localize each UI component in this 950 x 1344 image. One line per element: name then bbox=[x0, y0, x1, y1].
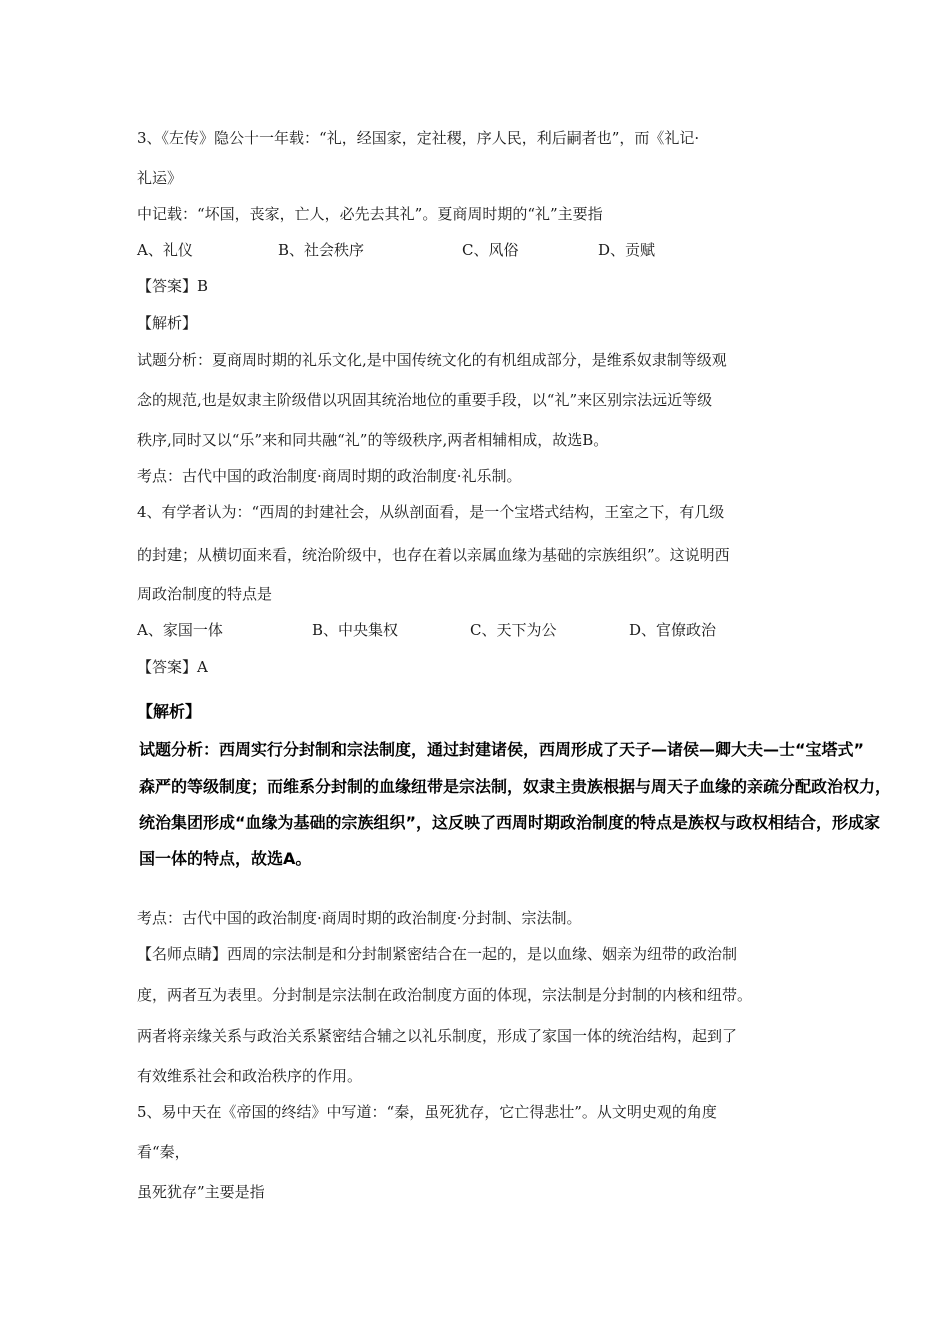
q4-kaodian: 考点：古代中国的政治制度·商周时期的政治制度·分封制、宗法制。 bbox=[137, 909, 582, 927]
q4-dianjing-line-1: 【名师点睛】西周的宗法制是和分封制紧密结合在一起的，是以血缘、姻亲为纽带的政治制 bbox=[137, 945, 738, 963]
q4-stem-line-2: 的封建；从横切面来看，统治阶级中，也存在着以亲属血缘为基础的宗族组织”。这说明西 bbox=[137, 546, 730, 564]
q3-answer: 【答案】B bbox=[137, 277, 209, 295]
q4-dianjing-line-2: 度，两者互为表里。分封制是宗法制在政治制度方面的体现，宗法制是分封制的内核和纽带。 bbox=[137, 986, 753, 1004]
q3-kaodian: 考点：古代中国的政治制度·商周时期的政治制度·礼乐制。 bbox=[137, 467, 522, 485]
q3-stem-line-2: 礼运》 bbox=[137, 169, 183, 187]
q4-option-b: B、中央集权 bbox=[312, 621, 399, 639]
q4-analysis-line-1: 试题分析：西周实行分封制和宗法制度，通过封建诸侯，西周形成了天子—诸侯—卿大夫—士“宝塔式” bbox=[139, 740, 865, 759]
q4-stem-line-1: 4、有学者认为：“西周的封建社会，从纵剖面看，是一个宝塔式结构，王室之下，有几级 bbox=[137, 503, 725, 521]
q4-dianjing-line-3: 两者将亲缘关系与政治关系紧密结合辅之以礼乐制度，形成了家国一体的统治结构，起到了 bbox=[137, 1027, 738, 1045]
q5-stem-line-1: 5、易中天在《帝国的终结》中写道：“秦，虽死犹存，它亡得悲壮”。从文明史观的角度 bbox=[137, 1103, 717, 1121]
q4-analysis-line-4: 国一体的特点，故选A。 bbox=[139, 849, 312, 868]
q4-analysis-line-2: 森严的等级制度；而维系分封制的血缘纽带是宗法制，奴隶主贵族根据与周天子血缘的亲疏分配政治权力， bbox=[139, 777, 892, 796]
q4-answer: 【答案】A bbox=[137, 658, 208, 676]
q3-option-b: B、社会秩序 bbox=[278, 241, 365, 259]
q3-analysis-line-2: 念的规范,也是奴隶主阶级借以巩固其统治地位的重要手段，以“礼”来区别宗法远近等级 bbox=[137, 391, 713, 409]
q3-stem-line-1: 3、《左传》隐公十一年载：“礼，经国家，定社稷，序人民，利后嗣者也”，而《礼记· bbox=[137, 129, 700, 147]
q4-analysis-title: 【解析】 bbox=[137, 702, 202, 721]
q4-option-d: D、官僚政治 bbox=[629, 621, 717, 639]
q3-option-c: C、风俗 bbox=[462, 241, 519, 259]
q3-analysis-line-1: 试题分析：夏商周时期的礼乐文化,是中国传统文化的有机组成部分，是维系奴隶制等级观 bbox=[137, 351, 727, 369]
q3-option-d: D、贡赋 bbox=[598, 241, 656, 259]
q3-options bbox=[137, 240, 837, 260]
q4-stem-line-3: 周政治制度的特点是 bbox=[137, 585, 273, 603]
q4-options bbox=[137, 620, 837, 640]
q3-option-a: A、礼仪 bbox=[137, 241, 193, 259]
q4-analysis-line-3: 统治集团形成“血缘为基础的宗族组织”，这反映了西周时期政治制度的特点是族权与政权相结合，形成家 bbox=[139, 813, 881, 832]
q5-stem-line-2: 看“秦， bbox=[137, 1143, 190, 1161]
q4-option-a: A、家国一体 bbox=[137, 621, 223, 639]
q4-dianjing-line-4: 有效维系社会和政治秩序的作用。 bbox=[137, 1067, 363, 1085]
q5-stem-line-3: 虽死犹存”主要是指 bbox=[137, 1183, 265, 1201]
q3-stem-line-3: 中记载：“坏国，丧家，亡人，必先去其礼”。夏商周时期的“礼”主要指 bbox=[137, 205, 603, 223]
q3-analysis-title: 【解析】 bbox=[137, 314, 198, 332]
q3-analysis-line-3: 秩序,同时又以“乐”来和同共融“礼”的等级秩序,两者相辅相成，故选B。 bbox=[137, 431, 609, 449]
q4-option-c: C、天下为公 bbox=[470, 621, 557, 639]
